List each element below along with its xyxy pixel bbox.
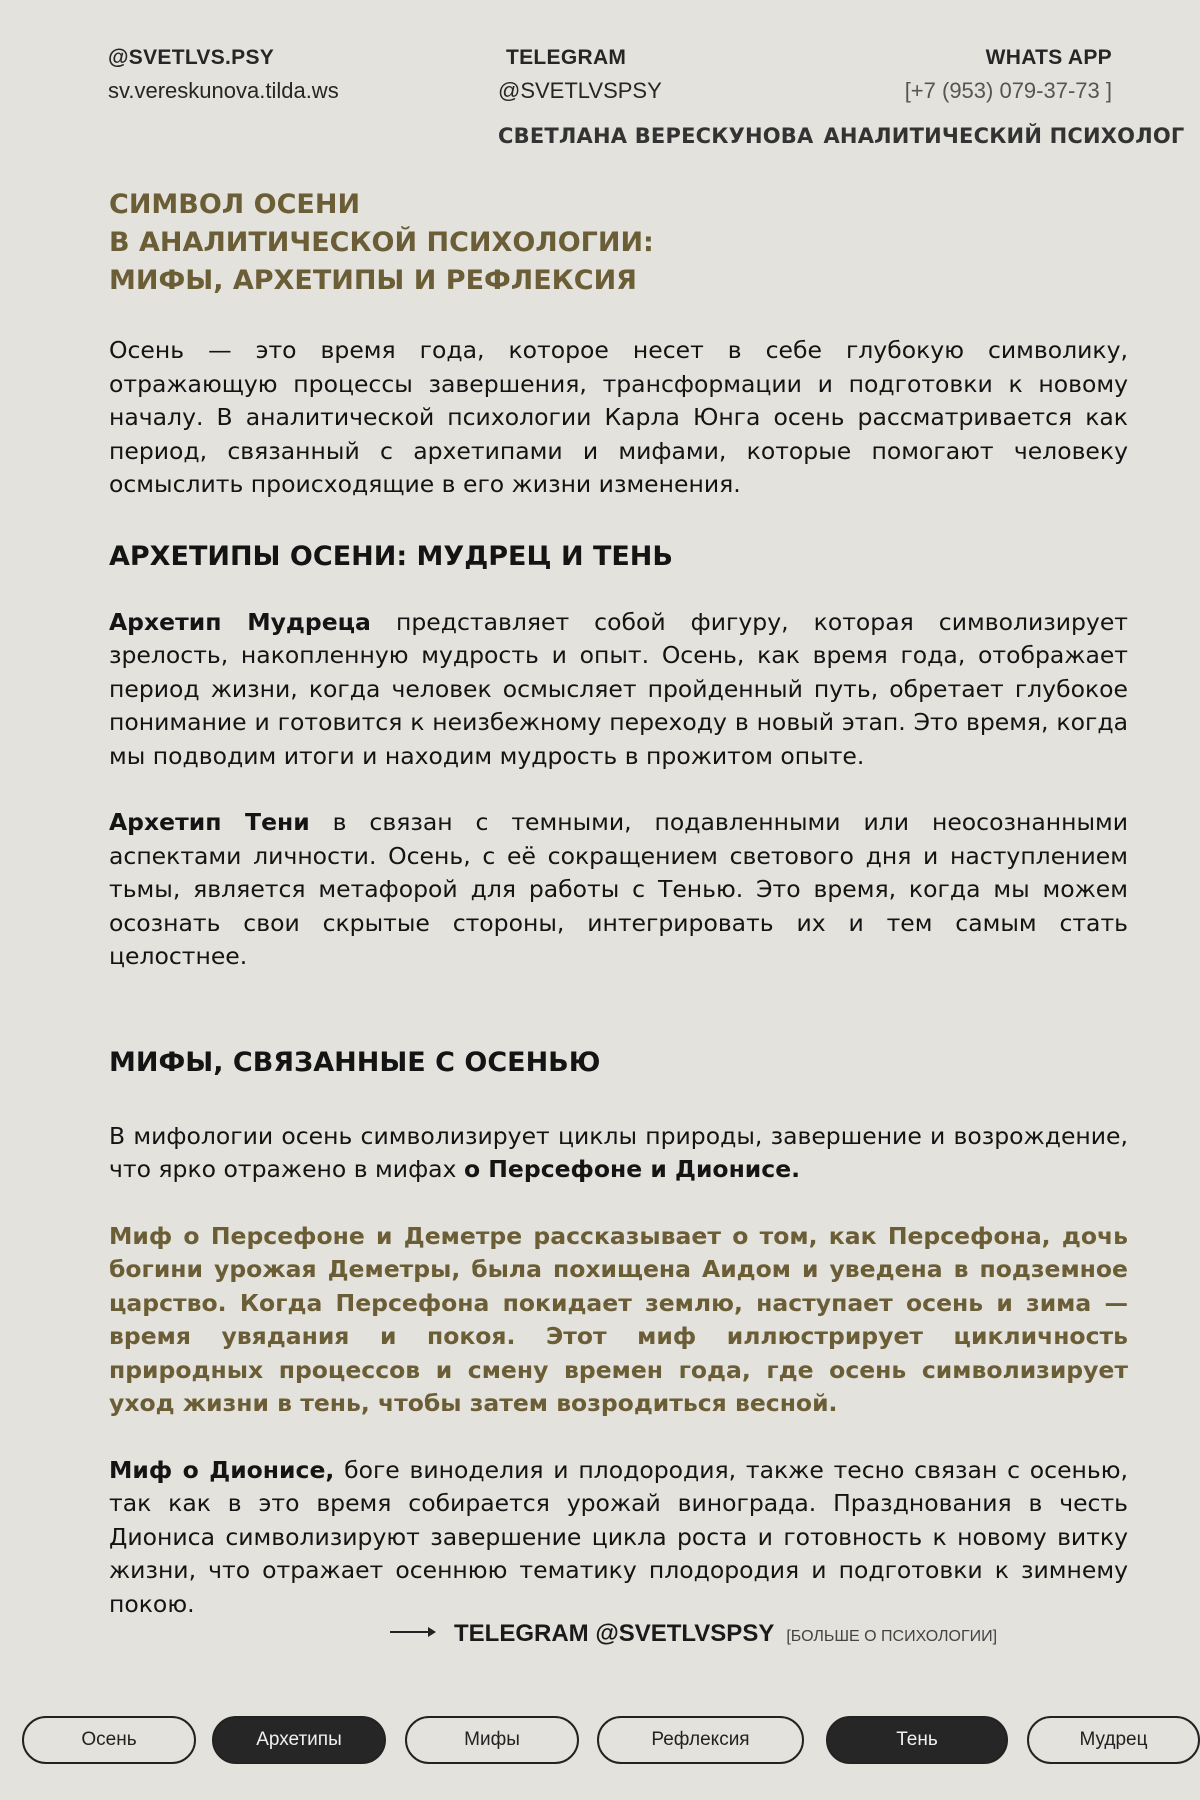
website-link[interactable]: sv.vereskunova.tilda.ws bbox=[108, 78, 339, 103]
sage-paragraph bbox=[109, 606, 1128, 774]
author-tagline bbox=[498, 124, 1185, 148]
myth-intro-paragraph bbox=[109, 1120, 1128, 1187]
dionysus-term: Миф о Дионисе, bbox=[109, 1455, 335, 1484]
sage-term: Архетип Мудреца bbox=[109, 607, 371, 636]
whatsapp-phone[interactable]: [+7 (953) 079-37-73 ] bbox=[904, 78, 1112, 103]
author-name: СВЕТЛАНА ВЕРЕСКУНОВА bbox=[498, 124, 814, 148]
tag-bar bbox=[0, 1716, 1200, 1768]
article bbox=[109, 186, 1128, 1621]
header-contact-telegram bbox=[498, 46, 662, 104]
persephone-paragraph: Миф о Персефоне и Деметре рассказывает о том, как Персефона, дочь богини урожая Деметры, была похищена Аидом и уведена в подземное царство. Когда Персефона покидает землю, наступает осень и зима — время увядания и покоя. Этот миф иллюстрирует цикличность природных процессов и смену времен года, где осень символизирует уход жизни в тень, чтобы затем возродиться весной. bbox=[109, 1221, 1128, 1417]
shadow-paragraph bbox=[109, 806, 1128, 974]
intro-paragraph: Осень — это время года, которое несет в себе глубокую символику, отражающую процессы завершения, трансформации и подготовки к новому началу. В аналитической психологии Карла Юнга осень рассматривается как период, связанный с архетипами и мифами, которые помогают человеку осмыслить происходящие в его жизни изменения. bbox=[109, 336, 1128, 498]
tag-myths[interactable]: Мифы bbox=[405, 1716, 579, 1764]
footer-link-text[interactable]: TELEGRAM @SVETLVSPSY bbox=[454, 1620, 775, 1647]
arrow-right-icon bbox=[390, 1631, 434, 1633]
title-line: МИФЫ, АРХЕТИПЫ И РЕФЛЕКСИЯ bbox=[109, 265, 637, 296]
shadow-text: в связан с темными, подавленными или неосознанными аспектами личности. Осень, с её сокращением светового дня и наступлением тьмы, является метафорой для работы с Тенью. Это время, когда мы можем осознать свои скрытые стороны, интегрировать их и тем самым стать целостнее. bbox=[109, 808, 1128, 970]
dionysus-text: боге виноделия и плодородия, также тесно связан с осенью, так как в это время собирается урожай винограда. Празднования в честь Диониса символизируют завершение цикла роста и готовность к новому витку жизни, что отражает осеннюю тематику плодородия и подготовки к зимнему покою. bbox=[109, 1455, 1128, 1618]
title-line: В АНАЛИТИЧЕСКОЙ ПСИХОЛОГИИ: bbox=[109, 227, 654, 258]
header-contact-whatsapp bbox=[905, 46, 1112, 104]
tag-shadow[interactable]: Тень bbox=[826, 1716, 1008, 1764]
author-role: АНАЛИТИЧЕСКИЙ ПСИХОЛОГ bbox=[823, 124, 1185, 148]
myth-intro-text: В мифологии осень символизирует циклы природы, завершение и возрождение, что ярко отражено в мифах bbox=[109, 1121, 1128, 1183]
myth-intro-emphasis: о Персефоне и Дионисе. bbox=[463, 1155, 801, 1183]
title-line: СИМВОЛ ОСЕНИ bbox=[109, 189, 361, 220]
tag-reflection[interactable]: Рефлексия bbox=[597, 1716, 804, 1764]
article-title bbox=[109, 186, 1128, 300]
tag-autumn[interactable]: Осень bbox=[22, 1716, 196, 1764]
header-contact-instagram bbox=[108, 46, 339, 104]
telegram-label: TELEGRAM bbox=[506, 46, 627, 69]
shadow-term: Архетип Тени bbox=[109, 808, 310, 836]
footer-link-note: [БОЛЬШЕ О ПСИХОЛОГИИ] bbox=[786, 1628, 998, 1645]
whatsapp-label: WHATS APP bbox=[985, 46, 1112, 69]
tag-sage[interactable]: Мудрец bbox=[1027, 1716, 1200, 1764]
telegram-footer-link[interactable] bbox=[390, 1620, 997, 1648]
sage-text: представляет собой фигуру, которая символизирует зрелость, накопленную мудрость и опыт. Осень, как время года, отображает период жизни, когда человек осмысляет пройденный путь, обретает глубокое понимание и готовится к неизбежному переходу в новый этап. Это время, когда мы подводим итоги и находим мудрость в прожитом опыте. bbox=[109, 607, 1128, 770]
dionysus-paragraph bbox=[109, 1454, 1128, 1622]
instagram-handle[interactable]: @SVETLVS.PSY bbox=[108, 46, 275, 69]
tag-archetypes[interactable]: Архетипы bbox=[212, 1716, 386, 1764]
section-heading-myths: МИФЫ, СВЯЗАННЫЕ С ОСЕНЬЮ bbox=[109, 1046, 601, 1078]
telegram-handle[interactable]: @SVETLVSPSY bbox=[498, 78, 662, 103]
section-heading-archetypes: АРХЕТИПЫ ОСЕНИ: МУДРЕЦ И ТЕНЬ bbox=[109, 540, 673, 572]
